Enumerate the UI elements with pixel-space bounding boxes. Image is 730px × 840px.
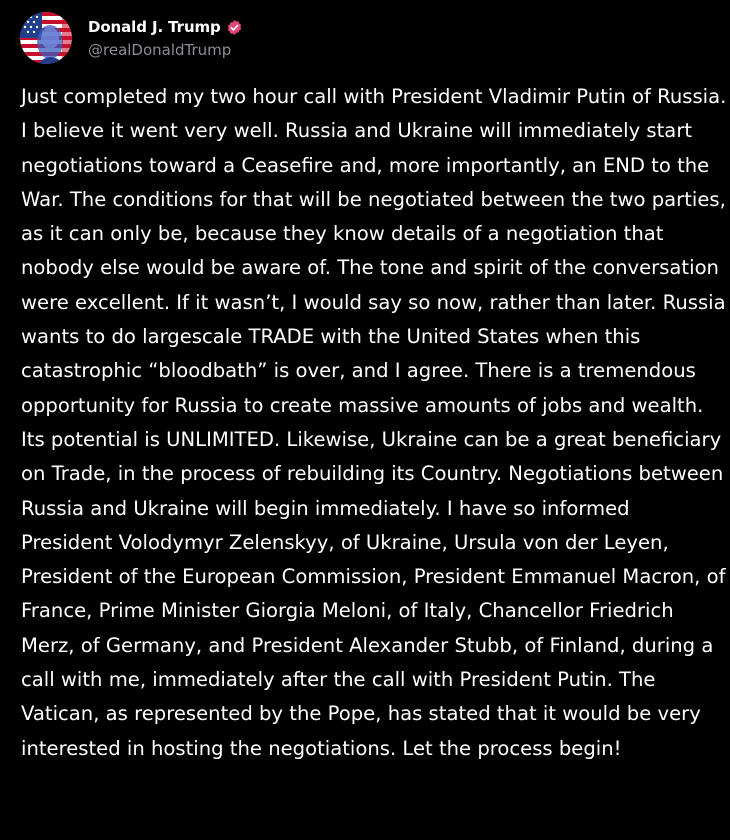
display-name[interactable]: Donald J. Trump [88, 18, 221, 36]
flag-portrait-avatar-icon [20, 12, 72, 64]
name-row [88, 16, 243, 38]
avatar[interactable] [20, 12, 72, 64]
author-identity [88, 12, 243, 59]
post-header [20, 12, 243, 68]
user-handle[interactable]: @realDonaldTrump [88, 41, 232, 59]
post-text: Just completed my two hour call with President Vladimir Putin of Russia. I believe it went very well. Russia and Ukraine will immediately start negotiations toward a Ceasefire and, more importantly, an END to the War. The conditions for that will be negotiated between the two parties, as it can only be, because they know details of a negotiation that nobody else would be aware of. The tone and spirit of the conversation were excellent. If it wasn’t, I would say so now, rather than later. Russia wants to do largescale TRADE with the United States when this catastrophic “bloodbath” is over, and I agree. There is a tremendous opportunity for Russia to create massive amounts of jobs and wealth. Its potential is UNLIMITED. Likewise, Ukraine can be a great beneficiary on Trade, in the process of rebuilding its Country. Negotiations between Russia and Ukraine will begin immediately. I have so informed President Volodymyr Zelenskyy, of Ukraine, Ursula von der Leyen, President of the European Commission, President Emmanuel Macron, of France, Prime Minister Giorgia Meloni, of Italy, Chancellor Friedrich Merz, of Germany, and President Alexander Stubb, of Finland, during a call with me, immediately after the call with President Putin. The Vatican, as represented by the Pope, has stated that it would be very interested in hosting the negotiations. Let the process begin! [21, 85, 727, 760]
verified-badge-icon [226, 19, 243, 36]
